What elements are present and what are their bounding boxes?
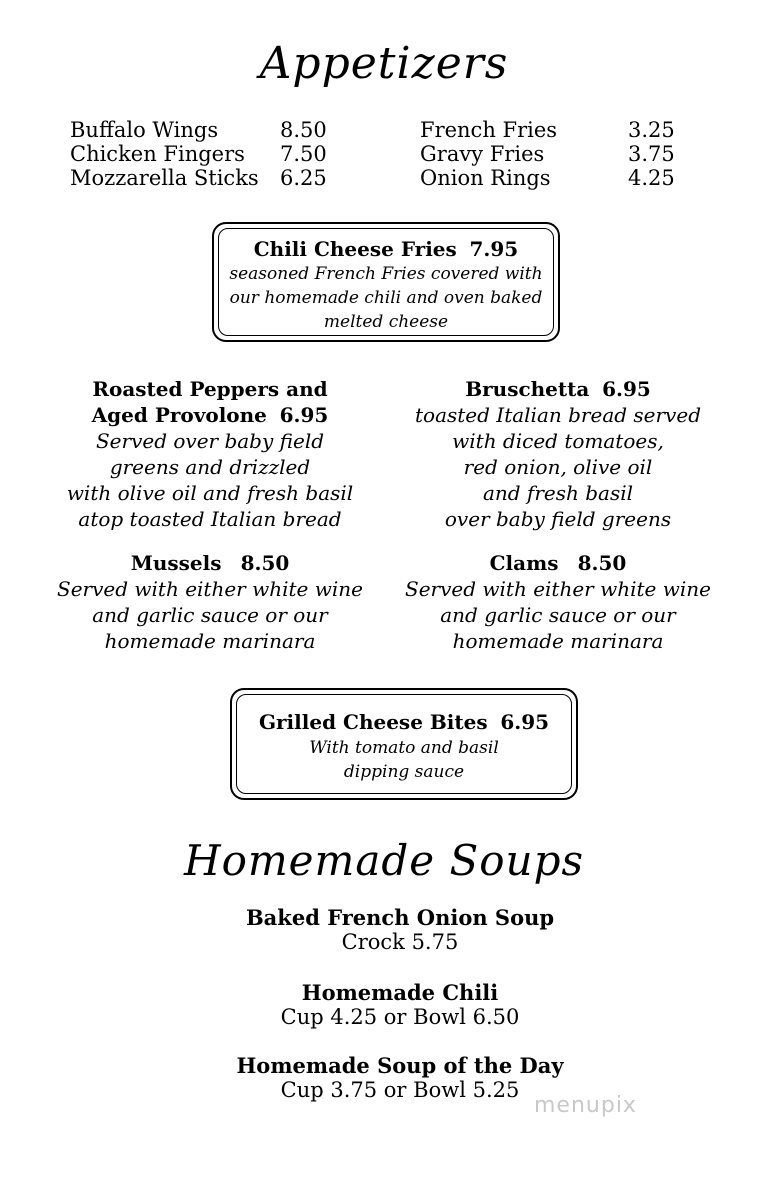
menu-item-price: 3.25 [628,118,675,142]
item-price: 7.95 [469,237,519,261]
item-name: Bruschetta [465,377,590,401]
soup-item [0,905,768,955]
menu-item-name: Chicken Fingers [70,142,245,166]
item-desc-line: red onion, olive oil [463,455,653,479]
item-desc-line: greens and drizzled [109,455,311,479]
menu-item-roasted-peppers [40,376,380,532]
featured-item-grilled-cheese-bites [230,708,578,784]
menu-item-price: 8.50 [280,118,327,142]
menu-item-price: 3.75 [628,142,675,166]
item-desc-line: with olive oil and fresh basil [66,481,354,505]
soup-price: Cup 3.75 or Bowl 5.25 [280,1078,520,1102]
item-desc-line: Served with either white wine [405,577,711,601]
menu-item-mussels [40,550,380,654]
item-desc-line: dipping sauce [343,762,465,782]
item-desc-line: toasted Italian bread served [415,403,701,427]
item-desc-line: homemade marinara [104,629,316,653]
item-price: 8.50 [577,551,627,575]
menu-item-price: 7.50 [280,142,327,166]
soup-name: Baked French Onion Soup [245,905,555,930]
item-desc-line: our homemade chili and oven baked [229,288,543,308]
item-desc-line: seasoned French Fries covered with [229,264,543,284]
item-desc-line: With tomato and basil [309,738,499,758]
item-desc-line: over baby field greens [444,507,672,531]
menu-item-price: 4.25 [628,166,675,190]
item-desc-line: Served over baby field [95,429,325,453]
featured-item-chili-cheese-fries [212,236,560,334]
menu-item-bruschetta [388,376,728,532]
item-price: 6.95 [602,377,651,401]
item-desc-line: homemade marinara [452,629,664,653]
item-name: Grilled Cheese Bites [258,710,488,734]
item-desc-line: atop toasted Italian bread [78,507,342,531]
item-name: Chili Cheese Fries [253,237,457,261]
soup-price: Cup 4.25 or Bowl 6.50 [280,1005,520,1029]
item-name: Mussels [130,551,222,575]
item-price: 8.50 [240,551,290,575]
item-name: Clams [489,551,559,575]
menu-item-name: Mozzarella Sticks [70,166,259,190]
item-desc-line: and fresh basil [482,481,634,505]
item-name-line: Aged Provolone [91,403,267,427]
appetizers-heading: Appetizers [259,38,509,89]
item-desc-line: Served with either white wine [57,577,363,601]
item-desc-line: and garlic sauce or our [440,603,676,627]
item-price: 6.95 [500,710,550,734]
menu-item-clams [388,550,728,654]
item-desc-line: melted cheese [323,312,449,332]
menu-item-price: 6.25 [280,166,327,190]
watermark: menupix [534,1093,637,1118]
soups-heading: Homemade Soups [183,836,585,885]
item-desc-line: with diced tomatoes, [452,429,664,453]
soup-item [0,1053,768,1103]
soup-name: Homemade Soup of the Day [236,1053,564,1078]
item-name-line: Roasted Peppers and [92,377,328,401]
soup-item [0,980,768,1030]
item-price: 6.95 [279,403,329,427]
menu-item-name: Onion Rings [420,166,551,190]
soup-name: Homemade Chili [301,980,499,1005]
item-desc-line: and garlic sauce or our [92,603,328,627]
menu-item-name: French Fries [420,118,558,142]
soup-price: Crock 5.75 [341,930,459,954]
menu-item-name: Gravy Fries [420,142,545,166]
menu-item-name: Buffalo Wings [70,118,219,142]
